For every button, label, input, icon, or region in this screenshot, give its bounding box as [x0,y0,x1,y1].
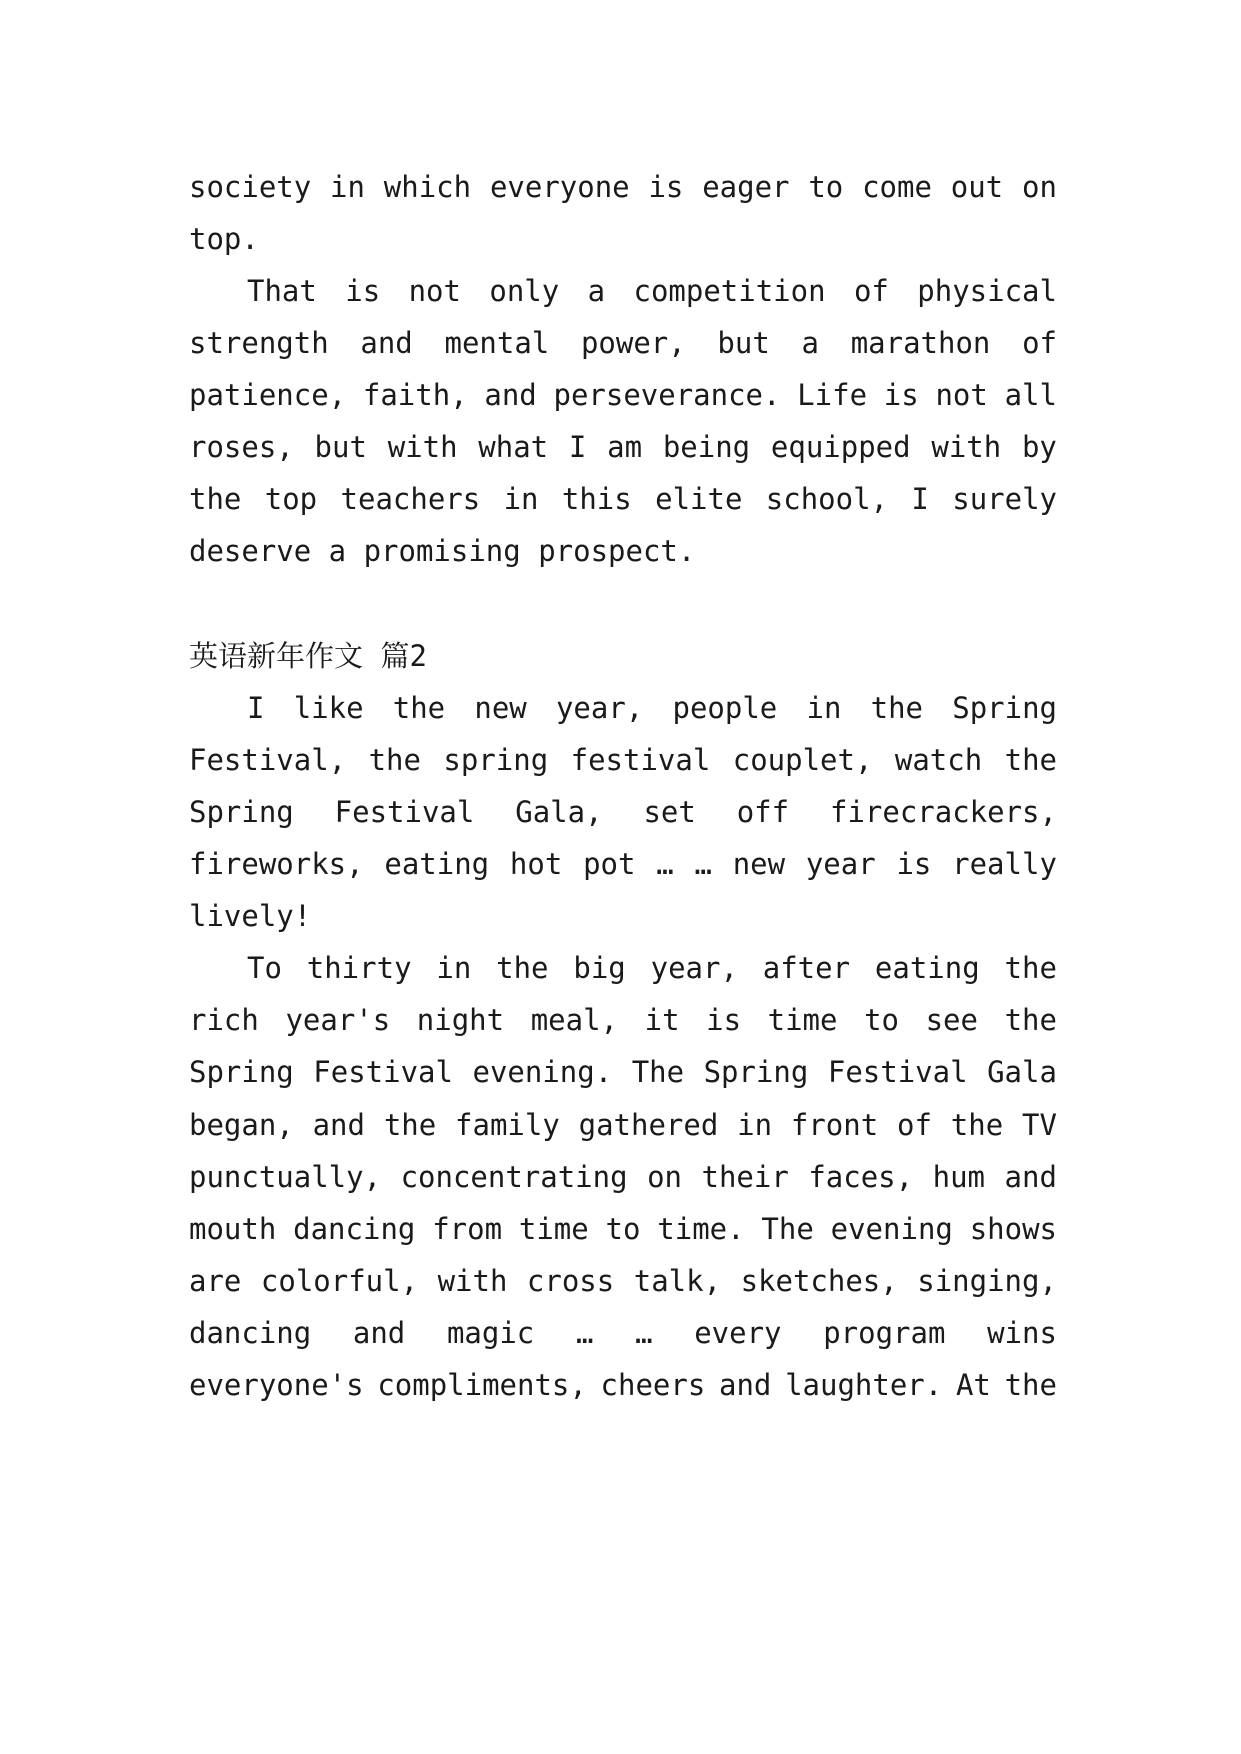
paragraph-line [189,323,1057,363]
word: colorful, [260,1264,419,1298]
word: is [883,378,919,412]
word: punctually, [189,1160,382,1194]
word: and [312,1108,365,1142]
word: time [767,1003,838,1037]
word: Festival, [189,743,347,777]
word: to [605,1212,641,1246]
word: … [656,847,674,881]
word: surely [952,482,1057,516]
paragraph-line [247,271,1057,311]
word: laughter. [785,1368,943,1402]
word: sketches, [740,1264,898,1298]
paragraph-line [189,844,1057,884]
word: … [635,1316,653,1350]
word: the [496,951,549,985]
word: I [247,691,265,725]
word: not [408,274,461,308]
word: evening. [472,1055,613,1089]
paragraph-line: deserve a promising prospect. [189,534,696,568]
word: with [931,430,1002,464]
word: and [719,1368,772,1402]
word: the [1004,1368,1057,1402]
word: faces, [808,1160,914,1194]
word: meal, [530,1003,619,1037]
word: the [189,482,242,516]
word: teachers [340,482,481,516]
word: elite [655,482,743,516]
word: from [432,1212,503,1246]
word: the [1004,743,1057,777]
word: is [345,274,381,308]
word: see [925,1003,978,1037]
word: evening [830,1212,953,1246]
word: hot [509,847,563,881]
word: magic [446,1316,535,1350]
paragraph-line [189,427,1057,467]
word: night [416,1003,505,1037]
word: in [436,951,472,985]
word: year [805,847,876,881]
word: year, [555,691,644,725]
word: not [935,378,988,412]
word: people [672,691,778,725]
word: the [1004,951,1057,985]
word: after [762,951,851,985]
paragraph-line [189,479,1057,519]
word: couplet, [732,743,873,777]
word: … [694,847,712,881]
word: eating [874,951,980,985]
word: are [189,1264,242,1298]
word: the [392,691,446,725]
word: their [701,1160,789,1194]
word: … [575,1316,594,1350]
word: new [474,691,527,725]
paragraph-line: lively! [189,899,312,933]
word: Gala [987,1055,1057,1089]
word: of [1022,326,1057,360]
word: Spring [703,1055,809,1089]
word: in [503,482,539,516]
word: Spring [189,795,294,829]
word: spring [443,743,549,777]
word: the [870,691,924,725]
word: it [644,1003,680,1037]
paragraph-line [189,1261,1057,1301]
word: Festival [334,795,475,829]
word: on [647,1160,682,1194]
paragraph-line [189,1209,1057,1249]
word: To [247,951,282,985]
word: of [897,1108,932,1142]
word: what [478,430,549,464]
word: year, [650,951,738,985]
word: is [896,847,932,881]
word: roses, [189,430,294,464]
word: rich [189,1003,259,1037]
word: every [694,1316,782,1350]
paragraph-line [189,792,1057,832]
word: is [706,1003,742,1037]
paragraph-line [189,1105,1057,1145]
word: big [573,951,626,985]
word: on [1021,170,1057,204]
word: hum [932,1160,986,1194]
word: new [732,847,786,881]
word: singing, [917,1264,1057,1298]
word: the [368,743,421,777]
word: Spring [952,691,1057,725]
word: Life [797,378,868,412]
word: with [387,430,458,464]
word: dancing [189,1316,312,1350]
word: time [518,1212,589,1246]
word: only [489,274,560,308]
word: physical [917,274,1057,308]
word: faith, [362,378,468,412]
word: in [330,170,365,204]
word: eager [702,170,790,204]
word: patience, [189,378,347,412]
word: eating [384,847,490,881]
word: fireworks, [189,847,364,881]
word: TV [1022,1108,1057,1142]
word: power, [580,326,686,360]
word: am [607,430,643,464]
word: mouth [189,1212,277,1246]
word: That [247,274,317,308]
word: Spring [189,1055,294,1089]
word: perseverance. [553,378,781,412]
word: watch [894,743,983,777]
word: with [437,1264,508,1298]
word: to [864,1003,899,1037]
word: concentrating [400,1160,628,1194]
word: a [801,326,819,360]
word: really [952,847,1057,881]
word: all [1004,378,1057,412]
word: come [862,170,932,204]
word: firecrackers, [830,795,1057,829]
word: The [631,1055,685,1089]
word: everyone [489,170,630,204]
word: festival [570,743,711,777]
word: time. [657,1212,745,1246]
word: the [383,1108,437,1142]
word: I [911,482,929,516]
word: everyone's [189,1368,364,1402]
word: Gala, [515,795,603,829]
paragraph-line: top. [189,222,259,256]
word: top [264,482,318,516]
paragraph-line [189,740,1057,780]
word: cross [526,1264,615,1298]
word: like [293,691,364,725]
word: is [648,170,684,204]
word: Festival [313,1055,453,1089]
word: the [950,1108,1004,1142]
word: compliments, [377,1368,587,1402]
word: which [383,170,472,204]
word: The [761,1212,814,1246]
paragraph-line [189,375,1057,415]
section-heading: 英语新年作文 篇2 [189,639,427,673]
word: wins [987,1316,1057,1350]
word: and [360,326,413,360]
word: Festival [827,1055,968,1089]
word: shows [969,1212,1057,1246]
word: by [1021,430,1057,464]
word: mental [444,326,550,360]
paragraph-line [189,1000,1057,1040]
word: equipped [770,430,911,464]
word: in [737,1108,773,1142]
word: and [1004,1160,1057,1194]
word: gathered [578,1108,719,1142]
word: in [806,691,842,725]
word: and [484,378,537,412]
paragraph-line [189,1052,1057,1092]
word: school, [765,482,889,516]
paragraph-line [189,167,1057,207]
word: year's [285,1003,391,1037]
paragraph-line [247,948,1057,988]
word: program [823,1316,946,1350]
word: front [790,1108,879,1142]
word: At [955,1368,991,1402]
word: and [352,1316,406,1350]
paragraph-line [189,1365,1057,1405]
word: to [808,170,844,204]
paragraph-line [247,688,1057,728]
word: a [587,274,606,308]
word: this [561,482,632,516]
word: but [717,326,770,360]
word: I [568,430,587,464]
word: being [662,430,751,464]
word: thirty [306,951,412,985]
word: but [314,430,367,464]
word: competition [633,274,826,308]
word: of [853,274,889,308]
word: society [189,170,312,204]
word: set [643,795,696,829]
paragraph-line [189,1313,1057,1353]
word: marathon [850,326,991,360]
word: the [1004,1003,1057,1037]
word: family [455,1108,560,1142]
word: talk, [633,1264,722,1298]
word: out [950,170,1004,204]
word: strength [189,326,329,360]
word: pot [583,847,636,881]
paragraph-line [189,1157,1057,1197]
word: off [736,795,790,829]
word: began, [189,1108,294,1142]
word: dancing [293,1212,416,1246]
word: cheers [600,1368,706,1402]
